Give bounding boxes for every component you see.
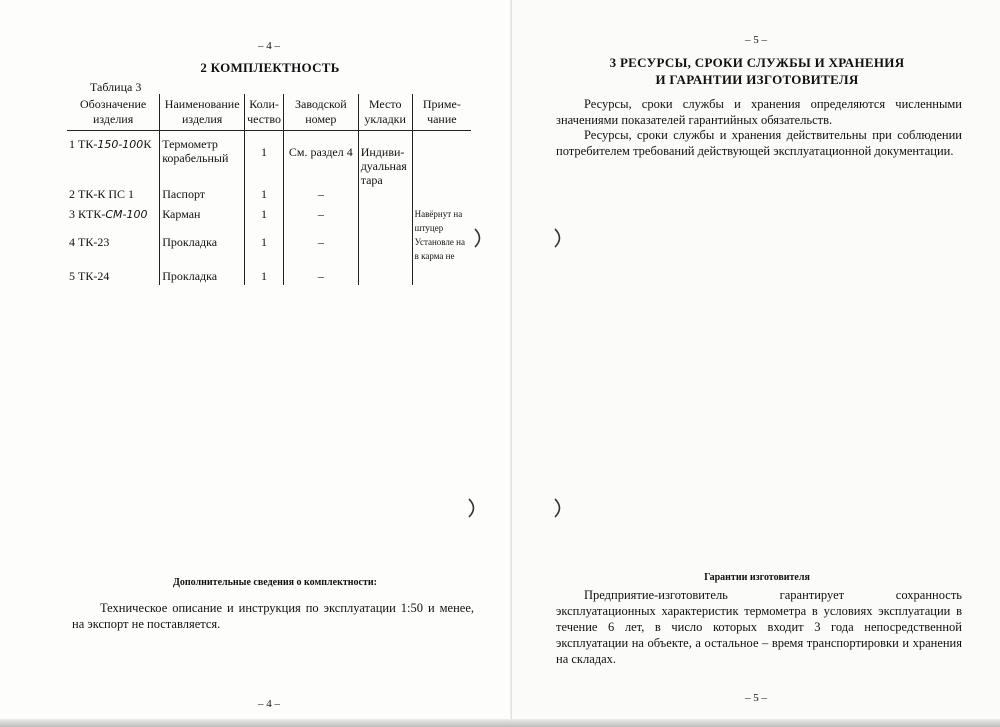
table-header-row xyxy=(67,94,471,131)
cell-serial: – xyxy=(283,187,358,207)
table-row xyxy=(67,235,471,269)
cell-name: Паспорт xyxy=(160,187,245,207)
cell-quantity: 1 xyxy=(245,235,284,269)
cell-note: Установле на в карма не xyxy=(414,237,465,261)
komplektnost-table xyxy=(67,94,471,285)
resources-paragraph-1: Ресурсы, сроки службы и хранения определяются численными значениями показателей гарантийных обязательств. xyxy=(556,97,962,127)
cell-quantity: 1 xyxy=(245,131,284,188)
page-bottom-edge xyxy=(0,719,1000,727)
extra-info-text: Техническое описание и инструкция по эксплуатации 1:50 и менее, на экспорт не поставляется. xyxy=(72,601,474,631)
cell-name: Карман xyxy=(160,207,245,235)
table-row xyxy=(67,207,471,235)
resources-paragraph-2: Ресурсы, сроки службы и хранения действительны при соблюдении потребителем требований действующей эксплуатационной документации. xyxy=(556,128,962,158)
cell-note: Навёрнут на штуцер xyxy=(414,209,463,233)
handwritten-designation: 150-100 xyxy=(97,138,144,151)
cell-serial: – xyxy=(283,269,358,285)
table-row xyxy=(67,269,471,285)
section-title-resources: 3 РЕСУРСЫ, СРОКИ СЛУЖБЫ И ХРАНЕНИЯ xyxy=(609,55,905,70)
punch-hole-icon xyxy=(552,498,566,518)
header-note: Приме-чание xyxy=(412,94,471,131)
cell-quantity: 1 xyxy=(245,207,284,235)
cell-serial: – xyxy=(283,235,358,269)
handwritten-designation: СМ-100 xyxy=(105,208,148,221)
designation-print: 3 КТК- xyxy=(69,207,106,221)
guarantee-heading: Гарантии изготовителя xyxy=(704,572,810,583)
cell-designation xyxy=(67,207,160,235)
punch-hole-icon xyxy=(552,228,566,248)
cell-note xyxy=(412,269,471,285)
page-number-top: – 5 – xyxy=(745,34,767,46)
cell-name: Прокладка xyxy=(160,235,245,269)
punch-hole-icon xyxy=(472,228,486,248)
designation-suffix: К xyxy=(143,137,152,151)
cell-quantity: 1 xyxy=(245,269,284,285)
cell-place xyxy=(358,187,412,207)
cell-place xyxy=(358,235,412,269)
header-quantity: Коли-чество xyxy=(245,94,284,131)
section-title-guarantee: И ГАРАНТИИ ИЗГОТОВИТЕЛЯ xyxy=(655,72,859,87)
cell-designation xyxy=(67,131,160,188)
page-number-bottom: – 4 – xyxy=(258,698,280,710)
guarantee-text: Предприятие-изготовитель гарантирует сохранность эксплуатационных характеристик термометра в условиях эксплуатации в течение 6 лет, в число которых входит 3 года непосредственной эксплуатации на объекте, а остальное – время транспортировки и хранения на складах. xyxy=(556,588,962,666)
extra-info-heading: Дополнительные сведения о комплектности: xyxy=(173,577,377,588)
cell-name: Прокладка xyxy=(160,269,245,285)
table-row xyxy=(67,131,471,188)
cell-place: Индиви-дуальная тара xyxy=(358,131,412,188)
punch-hole-icon xyxy=(466,498,480,518)
cell-note xyxy=(412,131,471,188)
cell-serial: См. раздел 4 xyxy=(283,131,358,188)
cell-place xyxy=(358,207,412,235)
cell-quantity: 1 xyxy=(245,187,284,207)
table-caption: Таблица 3 xyxy=(90,80,142,94)
header-designation: Обозначение изделия xyxy=(67,94,160,131)
cell-designation: 2 ТК-К ПС 1 xyxy=(67,187,160,207)
cell-note xyxy=(412,187,471,207)
cell-designation: 4 ТК-23 xyxy=(67,235,160,269)
cell-serial: – xyxy=(283,207,358,235)
page-number-top: – 4 – xyxy=(258,40,280,52)
page-number-bottom: – 5 – xyxy=(745,692,767,704)
cell-designation: 5 ТК-24 xyxy=(67,269,160,285)
designation-print: 1 ТК- xyxy=(69,137,98,151)
header-serial: Заводской номер xyxy=(283,94,358,131)
cell-name: Термометр корабельный xyxy=(160,131,245,188)
header-place: Место укладки xyxy=(358,94,412,131)
header-name: Наименование изделия xyxy=(160,94,245,131)
section-title-komplektnost: 2 КОМПЛЕКТНОСТЬ xyxy=(200,60,340,75)
page-5 xyxy=(512,0,1000,727)
table-row xyxy=(67,187,471,207)
cell-place xyxy=(358,269,412,285)
